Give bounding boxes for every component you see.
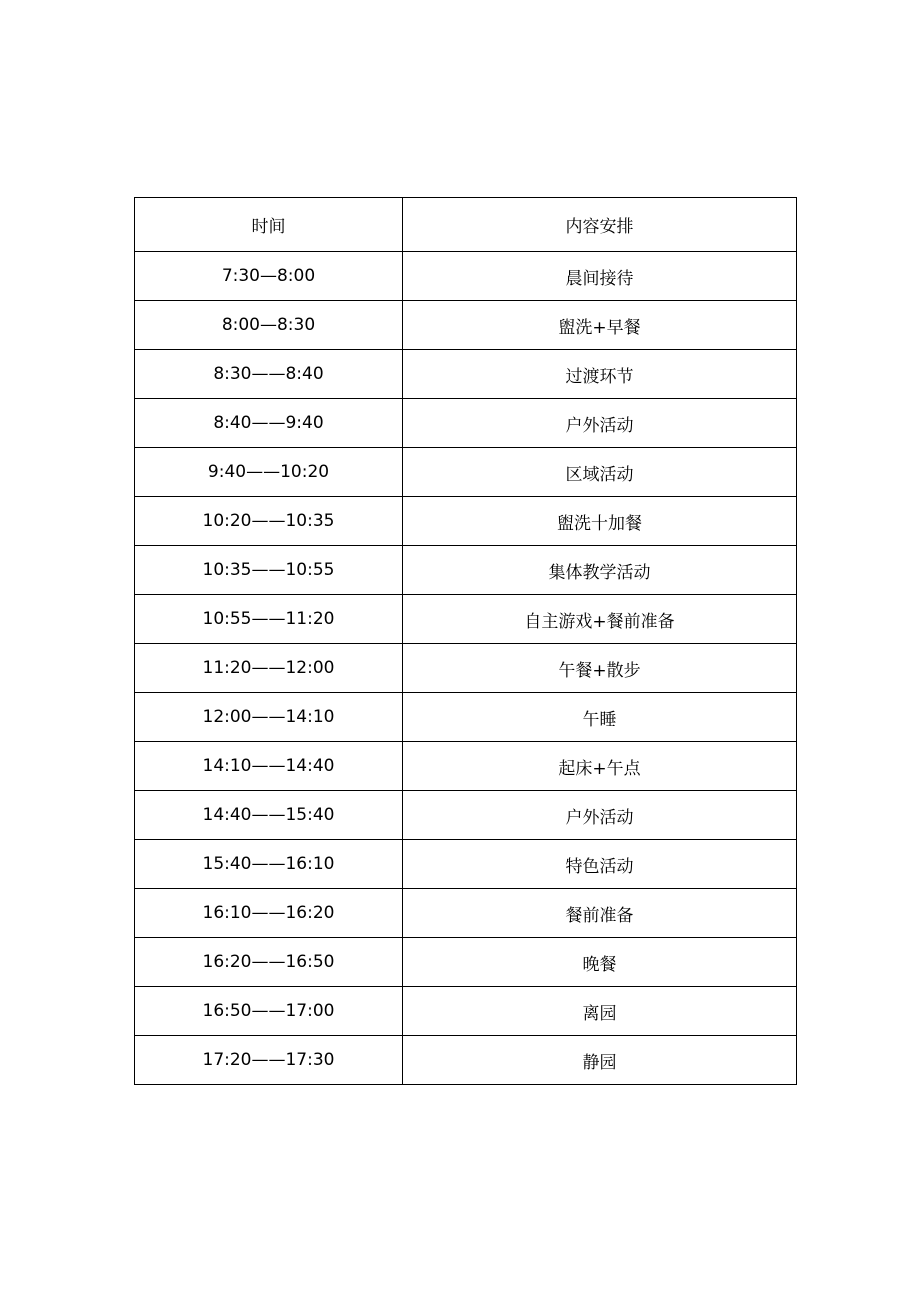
time-cell: 8:00—8:30 bbox=[135, 301, 403, 350]
time-cell: 11:20——12:00 bbox=[135, 644, 403, 693]
time-cell: 14:10——14:40 bbox=[135, 742, 403, 791]
content-cell: 区域活动 bbox=[403, 448, 797, 497]
table-row bbox=[135, 252, 797, 301]
content-cell: 户外活动 bbox=[403, 791, 797, 840]
table-row bbox=[135, 350, 797, 399]
table-row bbox=[135, 399, 797, 448]
table-row bbox=[135, 742, 797, 791]
time-cell: 16:20——16:50 bbox=[135, 938, 403, 987]
time-cell: 8:30——8:40 bbox=[135, 350, 403, 399]
content-cell: 午餐+散步 bbox=[403, 644, 797, 693]
time-cell: 14:40——15:40 bbox=[135, 791, 403, 840]
content-cell: 盥洗十加餐 bbox=[403, 497, 797, 546]
time-cell: 9:40——10:20 bbox=[135, 448, 403, 497]
table-row bbox=[135, 791, 797, 840]
table-row bbox=[135, 301, 797, 350]
table-row bbox=[135, 938, 797, 987]
content-cell: 盥洗+早餐 bbox=[403, 301, 797, 350]
time-cell: 16:50——17:00 bbox=[135, 987, 403, 1036]
time-cell: 8:40——9:40 bbox=[135, 399, 403, 448]
time-cell: 15:40——16:10 bbox=[135, 840, 403, 889]
header-time: 时间 bbox=[135, 198, 403, 252]
table-row bbox=[135, 693, 797, 742]
content-cell: 集体教学活动 bbox=[403, 546, 797, 595]
content-cell: 静园 bbox=[403, 1036, 797, 1085]
table-row bbox=[135, 595, 797, 644]
table-row bbox=[135, 1036, 797, 1085]
time-cell: 7:30—8:00 bbox=[135, 252, 403, 301]
content-cell: 晨间接待 bbox=[403, 252, 797, 301]
table-row bbox=[135, 644, 797, 693]
table-row bbox=[135, 546, 797, 595]
time-cell: 17:20——17:30 bbox=[135, 1036, 403, 1085]
time-cell: 16:10——16:20 bbox=[135, 889, 403, 938]
table-row bbox=[135, 889, 797, 938]
content-cell: 过渡环节 bbox=[403, 350, 797, 399]
daily-schedule-table bbox=[134, 197, 797, 1085]
time-cell: 10:20——10:35 bbox=[135, 497, 403, 546]
content-cell: 起床+午点 bbox=[403, 742, 797, 791]
content-cell: 餐前准备 bbox=[403, 889, 797, 938]
content-cell: 户外活动 bbox=[403, 399, 797, 448]
table-row bbox=[135, 448, 797, 497]
table-row bbox=[135, 987, 797, 1036]
header-content: 内容安排 bbox=[403, 198, 797, 252]
table-row bbox=[135, 840, 797, 889]
content-cell: 离园 bbox=[403, 987, 797, 1036]
content-cell: 自主游戏+餐前准备 bbox=[403, 595, 797, 644]
time-cell: 10:55——11:20 bbox=[135, 595, 403, 644]
time-cell: 12:00——14:10 bbox=[135, 693, 403, 742]
content-cell: 特色活动 bbox=[403, 840, 797, 889]
content-cell: 午睡 bbox=[403, 693, 797, 742]
table-row bbox=[135, 497, 797, 546]
table-header-row bbox=[135, 198, 797, 252]
time-cell: 10:35——10:55 bbox=[135, 546, 403, 595]
content-cell: 晚餐 bbox=[403, 938, 797, 987]
